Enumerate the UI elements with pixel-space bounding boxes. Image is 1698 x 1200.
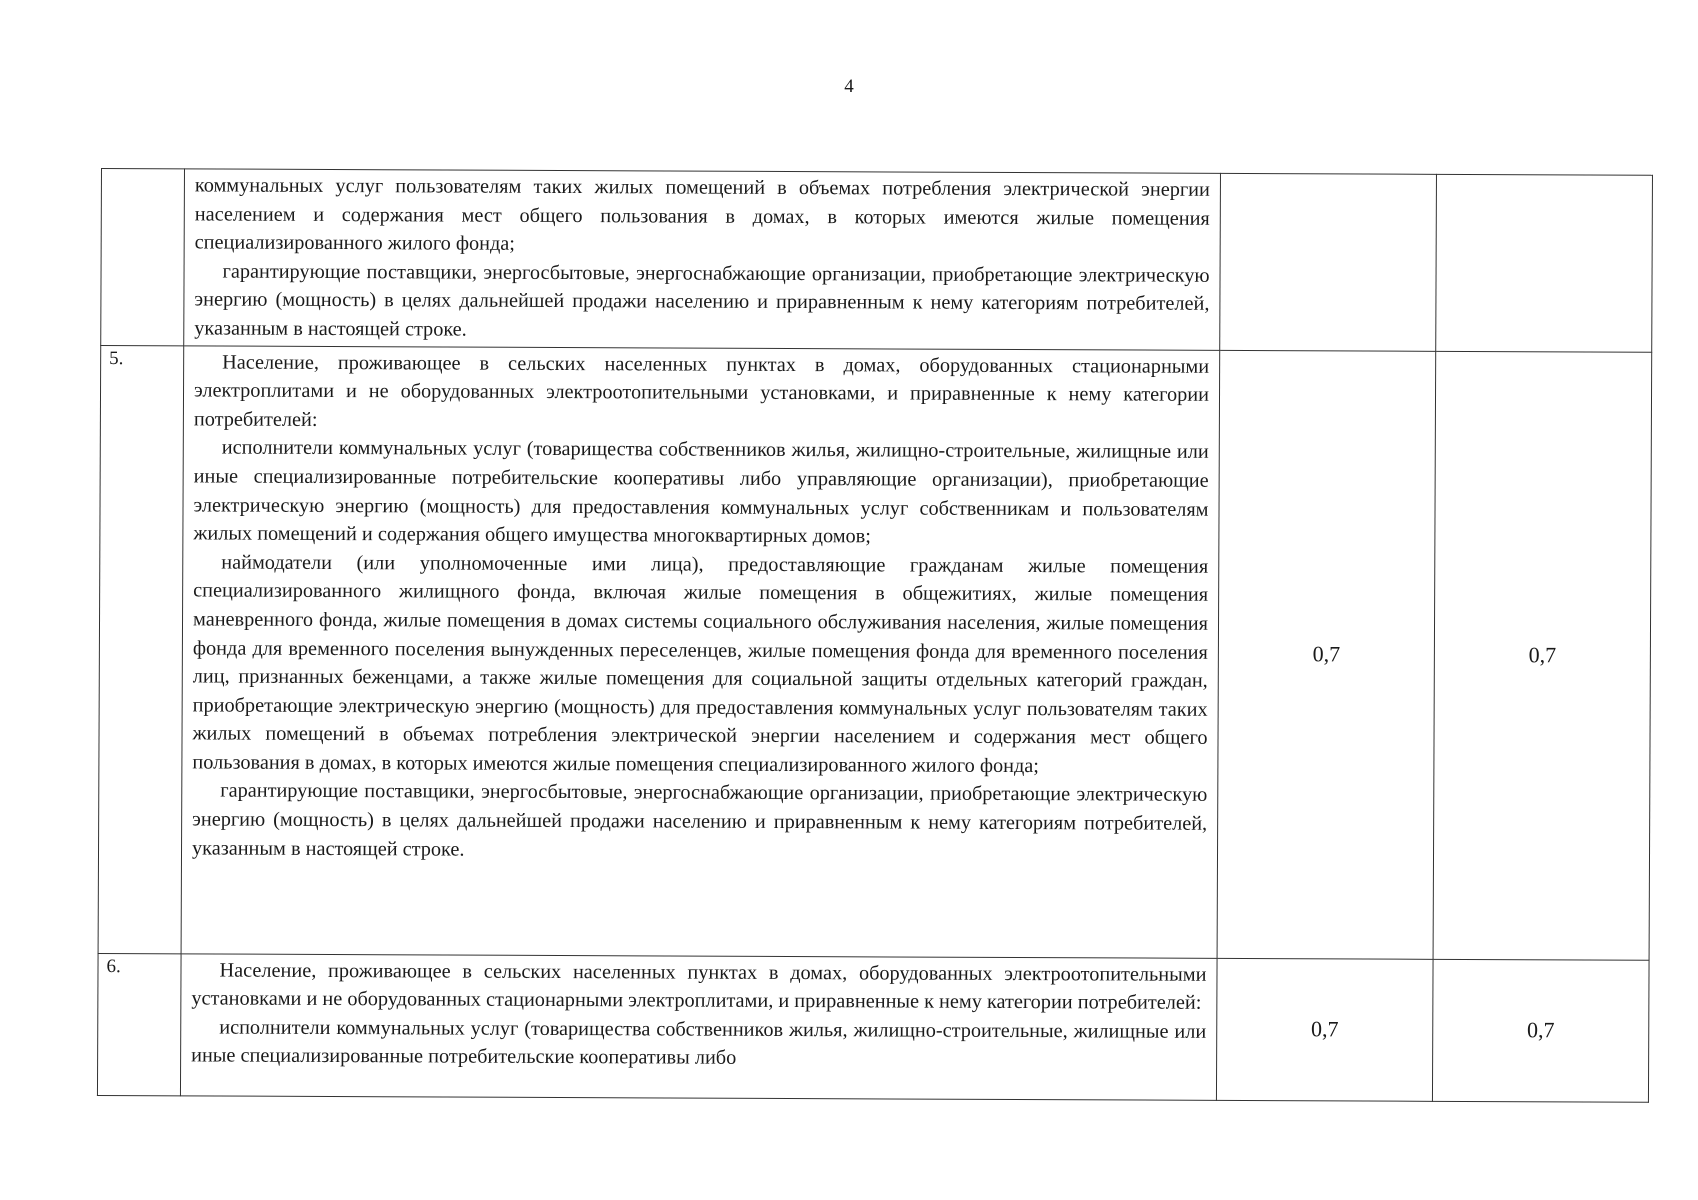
value-cell-2 [1436, 174, 1653, 352]
row-number: 6. [97, 953, 181, 1095]
row-description [181, 345, 1220, 958]
paragraph: Население, проживающее в сельских населенных пунктах в домах, оборудованных стационарными электроплитами и не оборудованных электроотопительными установками, и приравненные к нему категории потребителей: [193, 351, 1210, 431]
row-description [180, 953, 1217, 1100]
table-row [97, 953, 1649, 1102]
paragraph: исполнители коммунальных услуг (товарищества собственников жилья, жилищно-строительные, жилищные или иные специализированные потребительские кооперативы либо [191, 1016, 1207, 1070]
paragraph: наймодатели (или уполномоченные ими лица), предоставляющие гражданам жилые помещения специализированного жилищного фонда, включая жилые помещения в общежитиях, жилые помещения маневренного фонда, жилые помещения в домах системы социального обслуживания населения, жилые помещения фонда для временного поселения вынужденных переселенцев, жилые помещения фонда для временного поселения лиц, признанных беженцами, а также жилые помещения для социальной защиты отдельных категорий граждан, приобретающие электрическую энергию (мощность) для предоставления коммунальных услуг пользователям таких жилых помещений в объемах потребления электрической энергии населением и содержания мест общего пользования в домах, в которых имеются жилые помещения специализированного жилого фонда; [192, 551, 1209, 777]
tariff-table [97, 168, 1653, 1102]
value-cell-1 [1220, 173, 1437, 351]
table-row [101, 169, 1653, 352]
value-cell-2: 0,7 [1432, 959, 1649, 1102]
paragraph: исполнители коммунальных услуг (товарищества собственников жилья, жилищно-строительные, жилищные или иные специализированные потребительские кооперативы либо управляющие организации), приобретающие электрическую энергию (мощность) для предоставления коммунальных услуг собственникам и пользователям жилых помещений и содержания общего имущества многоквартирных домов; [193, 436, 1209, 548]
row-number: 5. [98, 345, 184, 953]
paragraph: гарантирующие поставщики, энергосбытовые, энергоснабжающие организации, приобретающие электрическую энергию (мощность) в целях дальнейшей продажи населению и приравненным к нему категориям потребителей, указанным в настоящей строке. [194, 260, 1210, 341]
row-number [101, 169, 185, 346]
table-row [98, 345, 1652, 960]
value-cell-2: 0,7 [1433, 351, 1652, 960]
value-cell-1: 0,7 [1217, 350, 1436, 959]
paragraph: коммунальных услуг пользователям таких жилых помещений в объемах потребления электрической энергии населением и содержания мест общего пользования в домах, в которых имеются жилые помещения специализированного жилого фонда; [194, 174, 1210, 255]
row-description [184, 169, 1221, 350]
paragraph: Население, проживающее в сельских населенных пунктах в домах, оборудованных электроотопительными установками и не оборудованных стационарными электроплитами, и приравненные к нему категории потребителей: [191, 959, 1207, 1014]
value-cell-1: 0,7 [1216, 958, 1433, 1101]
page-number: 4 [844, 76, 854, 97]
paragraph: гарантирующие поставщики, энергосбытовые, энергоснабжающие организации, приобретающие электрическую энергию (мощность) в целях дальнейшей продажи населению и приравненным к нему категориям потребителей, указанным в настоящей строке. [191, 779, 1208, 861]
